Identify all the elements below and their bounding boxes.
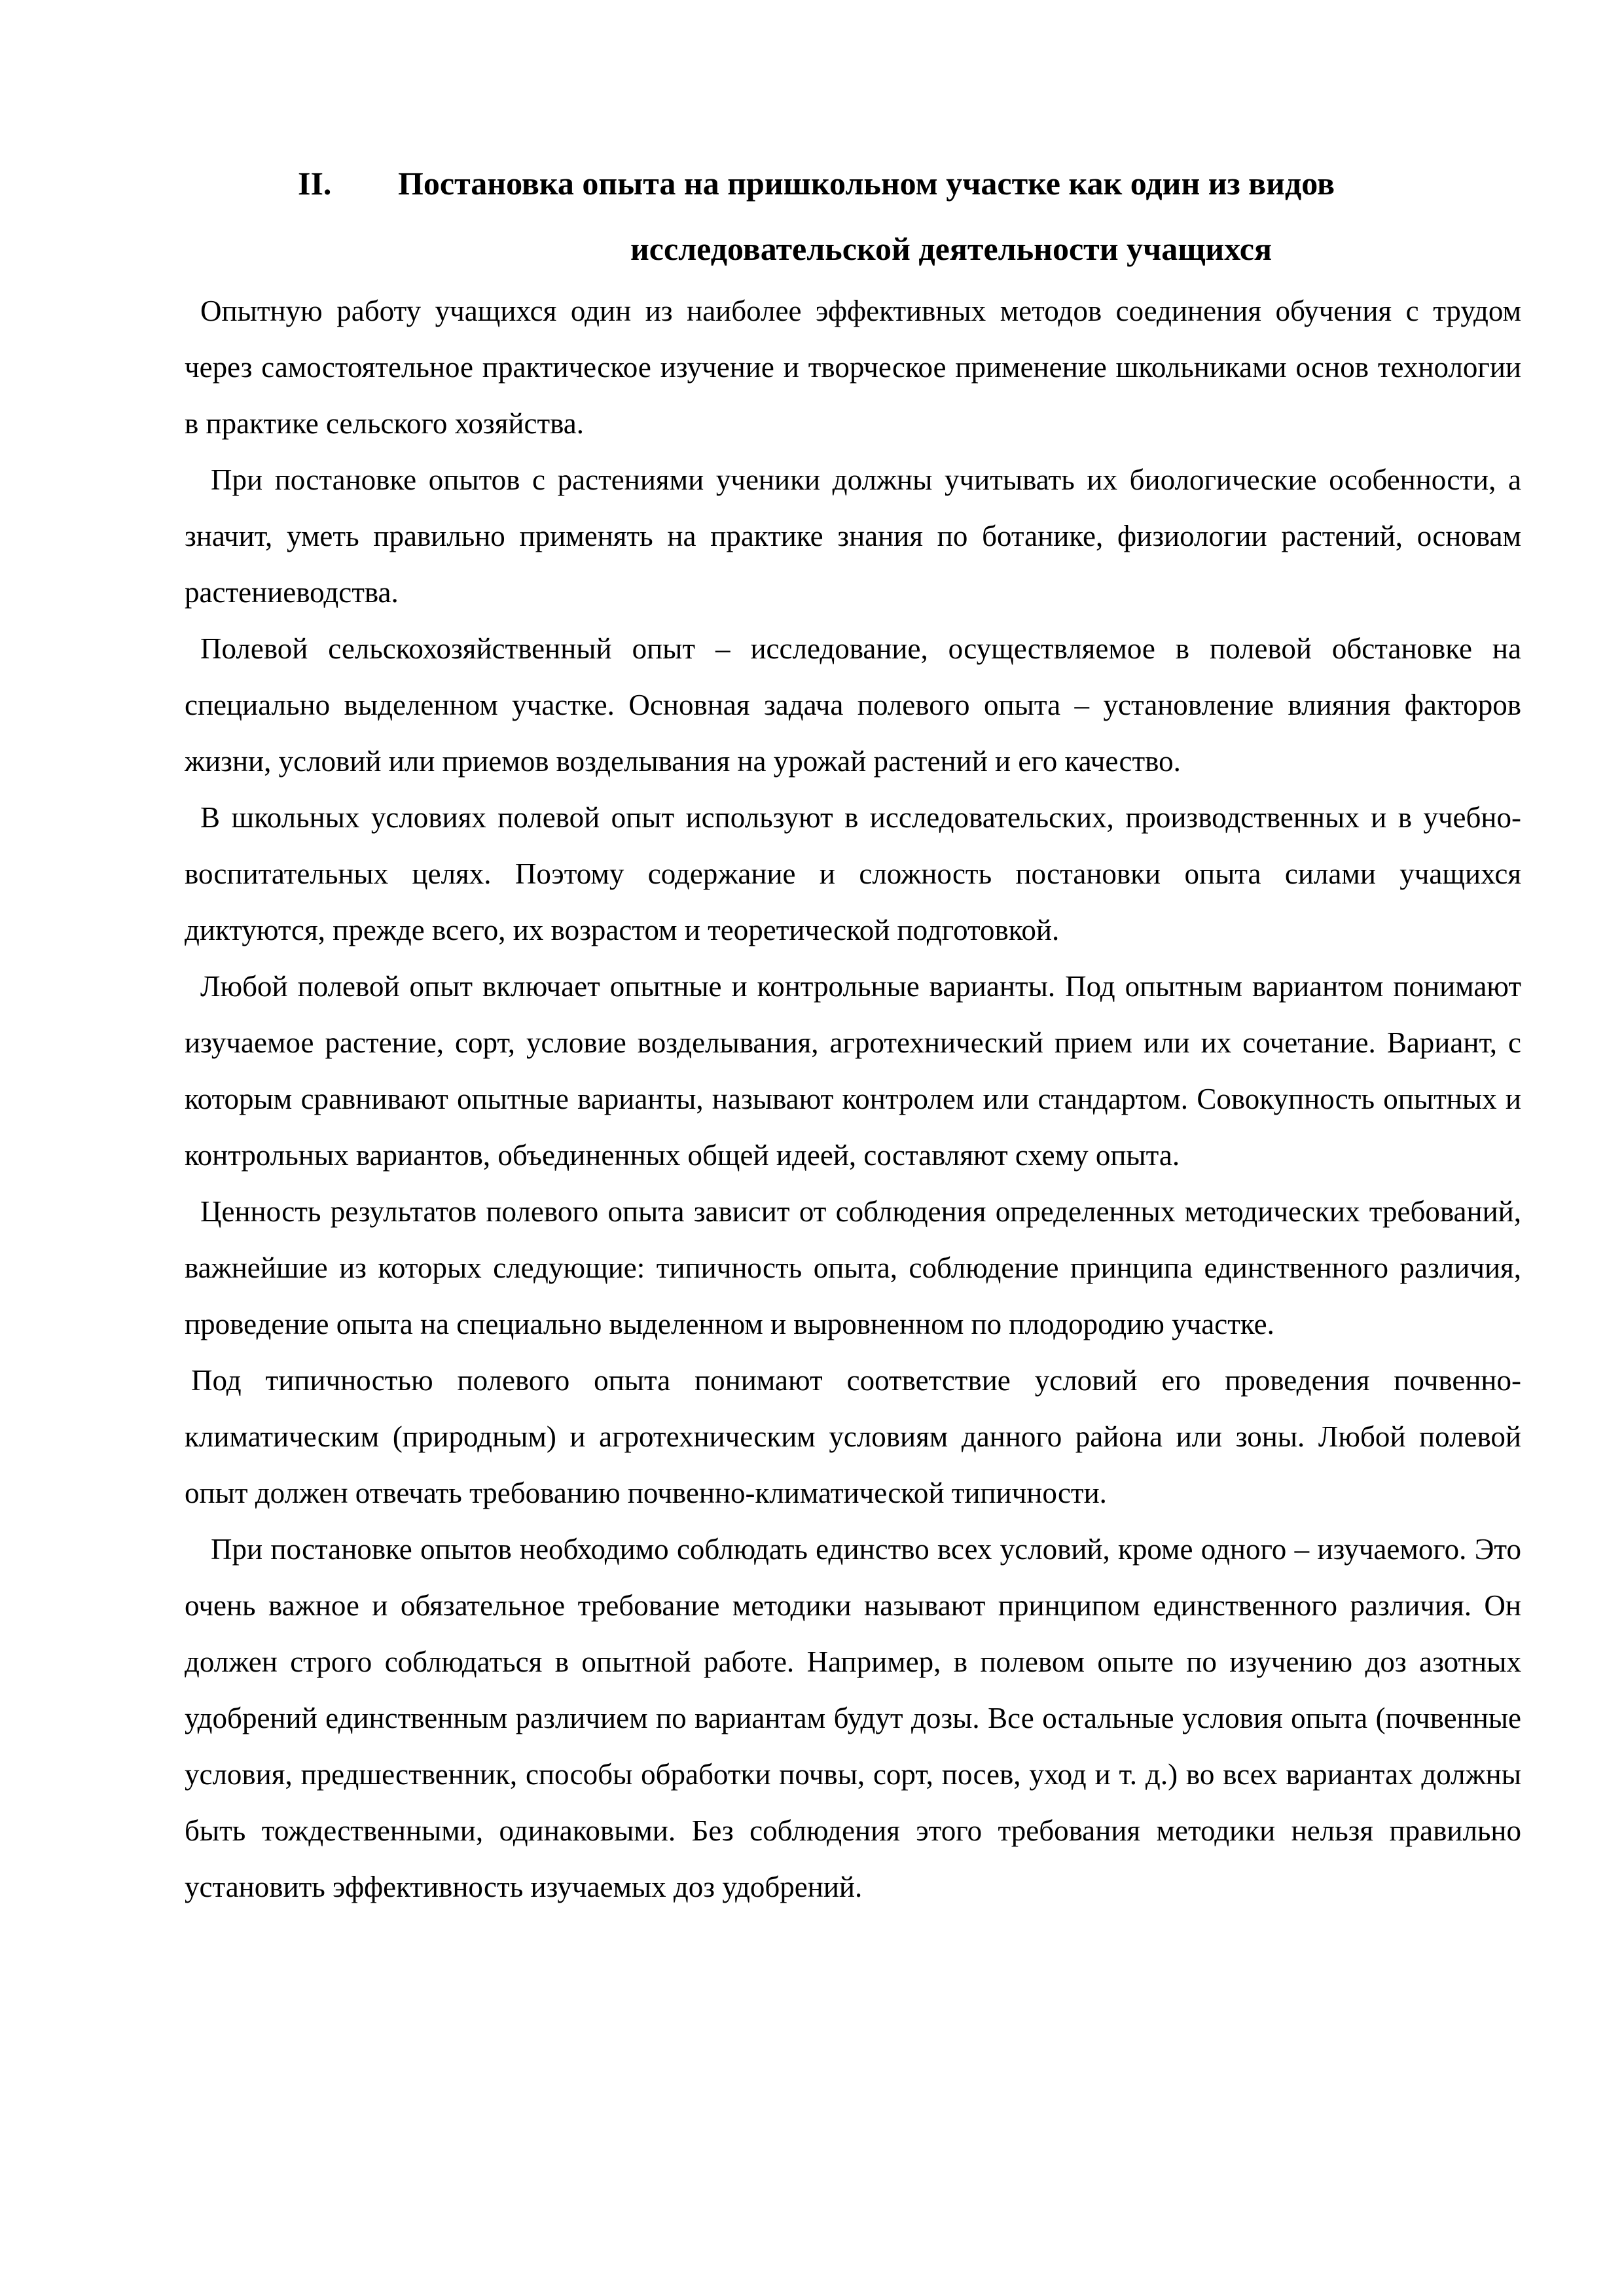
paragraph: При постановке опытов необходимо соблюдать единство всех условий, кроме одного – изучаемого. Это очень важное и обязательное требование методики называют принципом единственного различия. Он должен строго соблюдаться в опытной работе. Например, в полевом опыте по изучению доз азотных удобрений единственным различием по вариантам будут дозы. Все остальные условия опыта (почвенные условия, предшественник, способы обработки почвы, сорт, посев, уход и т. д.) во всех вариантах должны быть тождественными, одинаковыми. Без соблюдения этого требования методики нельзя правильно установить эффективность изучаемых доз удобрений. — [185, 1533, 1521, 1903]
heading-line-1: Постановка опыта на пришкольном участке как один из видов — [398, 165, 1335, 202]
heading-line-2: исследовательской деятельности учащихся — [630, 230, 1272, 267]
section-heading — [185, 151, 1521, 281]
paragraph: Опытную работу учащихся один из наиболее эффективных методов соединения обучения с трудом через самостоятельное практическое изучение и творческое применение школьниками основ технологии в практике сельского хозяйства. — [185, 295, 1521, 440]
paragraph: В школьных условиях полевой опыт используют в исследовательских, производственных и в учебно-воспитательных целях. Поэтому содержание и сложность постановки опыта силами учащихся диктуются, прежде всего, их возрастом и теоретической подготовкой. — [185, 801, 1521, 946]
paragraph: При постановке опытов с растениями ученики должны учитывать их биологические особенности, а значит, уметь правильно применять на практике знания по ботанике, физиологии растений, основам растениеводства. — [185, 463, 1521, 609]
paragraph: Любой полевой опыт включает опытные и контрольные варианты. Под опытным вариантом понимают изучаемое растение, сорт, условие возделывания, агротехнический прием или их сочетание. Вариант, с которым сравнивают опытные варианты, называют контролем или стандартом. Совокупность опытных и контрольных вариантов, объединенных общей идеей, составляют схему опыта. — [185, 970, 1521, 1172]
paragraph: Полевой сельскохозяйственный опыт – исследование, осуществляемое в полевой обстановке на специально выделенном участке. Основная задача полевого опыта – установление влияния факторов жизни, условий или приемов возделывания на урожай растений и его качество. — [185, 632, 1521, 778]
paragraph: Ценность результатов полевого опыта зависит от соблюдения определенных методических требований, важнейшие из которых следующие: типичность опыта, соблюдение принципа единственного различия, проведение опыта на специально выделенном и выровненном по плодородию участке. — [185, 1195, 1521, 1340]
heading-row-1 — [185, 151, 1521, 216]
body-text — [185, 283, 1521, 1915]
paragraph: Под типичностью полевого опыта понимают соответствие условий его проведения почвенно-климатическим (природным) и агротехническим условиям данного района или зоны. Любой полевой опыт должен отвечать требованию почвенно-климатической типичности. — [185, 1364, 1521, 1509]
section-number: II. — [298, 165, 332, 202]
